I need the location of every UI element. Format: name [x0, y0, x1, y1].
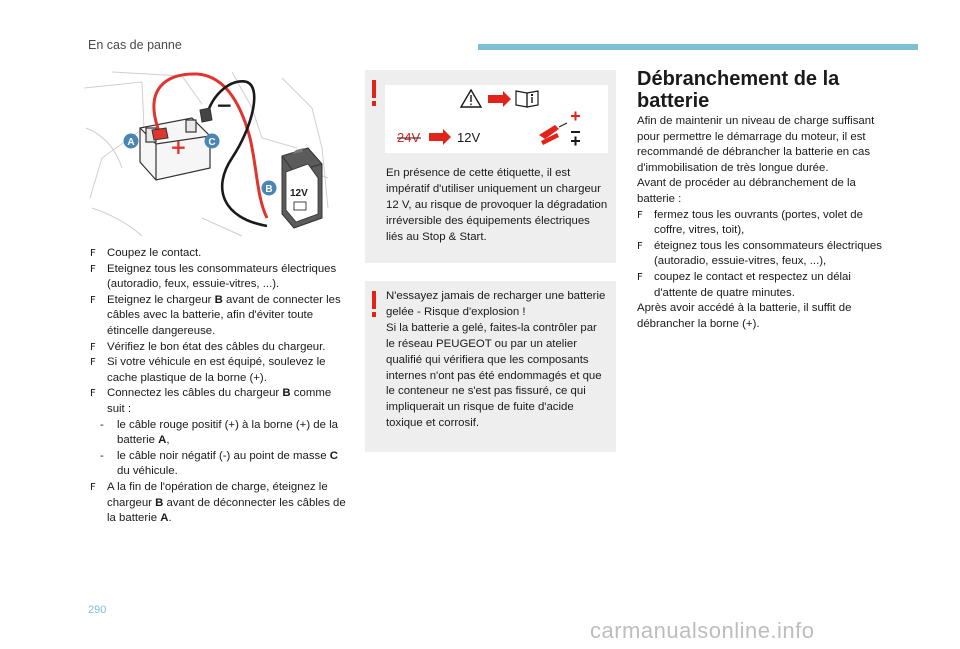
paragraph: Après avoir accédé à la batterie, il suffit de débrancher la borne (+).	[637, 302, 852, 330]
charging-procedure	[90, 246, 348, 527]
svg-text:A: A	[127, 137, 135, 148]
list-item: F Eteignez tous les consommateurs électriques (autoradio, feux, essuie-vitres, ...).	[90, 262, 337, 291]
section-title: En cas de panne	[88, 38, 182, 52]
charger-voltage-label	[385, 85, 608, 153]
bullet-icon: F	[90, 294, 96, 306]
frozen-warning-text	[386, 289, 608, 432]
callout-a	[124, 134, 139, 149]
bullet-icon: F	[637, 240, 643, 252]
bullet-icon: F	[90, 248, 96, 259]
list-item: F Si votre véhicule en est équipé, soulevez le cache plastique de la borne (+).	[90, 356, 326, 384]
svg-text:C: C	[208, 137, 216, 148]
to-voltage: 12V	[457, 130, 481, 145]
list-item: F éteignez tous les consommateurs électriques (autoradio, essuie-vitres, feux, ...),	[637, 239, 882, 268]
warning-line: N'essayez jamais de recharger une batterie gelée - Risque d'explosion !	[386, 290, 606, 318]
disconnect-heading: Débranchement de la batterie	[637, 68, 840, 112]
list-item: F Eteignez le chargeur B avant de connecter les câbles avec la batterie, afin d'éviter toute étincelle dangereuse.	[90, 293, 341, 337]
svg-text:B: B	[265, 184, 273, 195]
from-voltage: 24V	[397, 130, 421, 145]
callout-b	[262, 181, 277, 196]
black-clamp	[200, 108, 212, 122]
bullet-icon: F	[637, 271, 643, 283]
bullet-icon: F	[90, 481, 96, 493]
list-item: F coupez le contact et respectez un délai d'attente de quatre minutes.	[637, 270, 851, 299]
bullet-icon: F	[90, 263, 96, 275]
list-item: F fermez tous les ouvrants (portes, volet de coffre, vitres, toit),	[637, 208, 863, 237]
header-accent-bar	[478, 44, 918, 50]
list-item: F Coupez le contact.	[90, 246, 348, 262]
warning-exclamation-icon	[370, 80, 378, 106]
paragraph: Avant de procéder au débranchement de la batterie :	[637, 177, 856, 205]
battery-charging-illustration	[82, 68, 330, 238]
list-item: F A la fin de l'opération de charge, éteignez le chargeur B avant de déconnecter les câbles de la batterie A.	[90, 480, 346, 525]
label-warning-text: En présence de cette étiquette, il est impératif d'utiliser uniquement un chargeur 12 V, au risque de provoquer la dégradation irréversible des équipements électriques liés au Stop & Start.	[386, 167, 608, 243]
bullet-icon: F	[90, 388, 96, 400]
minus-sign: −	[216, 93, 233, 117]
charger-voltage: 12V	[290, 188, 308, 199]
watermark: carmanualsonline.info	[590, 618, 815, 643]
page-number: 290	[88, 604, 107, 616]
sub-list-item: - le câble rouge positif (+) à la borne (+) de la batterie A,	[100, 418, 338, 447]
charger-b	[282, 148, 322, 228]
bullet-icon: F	[90, 341, 96, 353]
sub-list-item: - le câble noir négatif (-) au point de masse C du véhicule.	[100, 449, 338, 478]
disconnect-instructions	[637, 114, 897, 332]
bullet-icon: F	[637, 209, 643, 221]
warning-line: Si la batterie a gelé, faites-la contrôler par le réseau PEUGEOT ou par un atelier qualifié qui vérifiera que les composants internes n'ont pas été endommagés et que le conteneur ne s'est pas fissuré, ce qui impliquerait un risque de fuite d'acide toxique et corrosif.	[386, 321, 602, 430]
plus-sign: +	[170, 135, 187, 159]
bullet-icon: F	[90, 357, 96, 369]
paragraph: Afin de maintenir un niveau de charge suffisant pour permettre le démarrage du moteur, il est recommandé de débrancher la batterie en cas d'immobilisation de très longue durée.	[637, 115, 875, 174]
red-clamp	[152, 128, 168, 140]
list-item: F Connectez les câbles du chargeur B comme suit :	[90, 387, 332, 415]
list-item: F Vérifiez le bon état des câbles du chargeur.	[90, 340, 348, 356]
warning-exclamation-icon	[370, 291, 378, 317]
callout-c	[205, 134, 220, 149]
